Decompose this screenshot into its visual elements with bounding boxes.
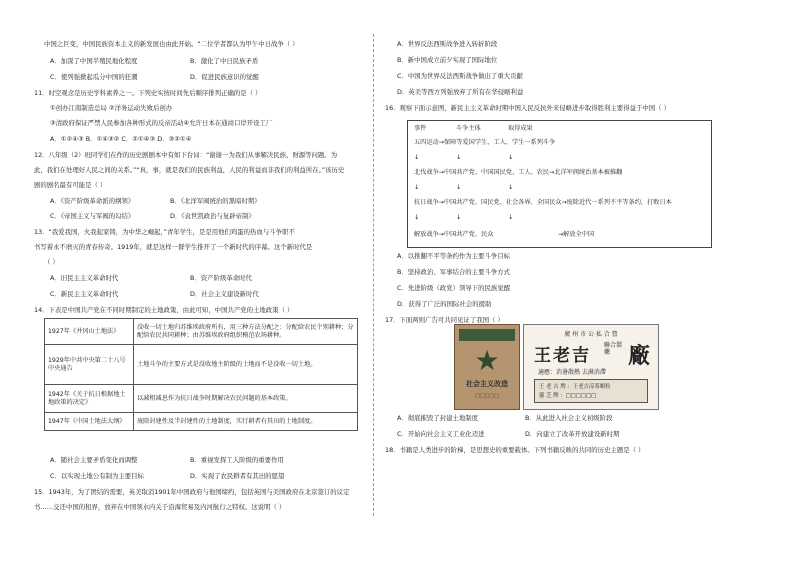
flow-header-event: 事件 <box>414 125 427 132</box>
q10-option-a: A．加深了中国半殖民地化程度 <box>50 57 138 65</box>
q11-items-1: ①创办江南制造总局 ②洋务运动失败后创办 <box>50 104 173 112</box>
q12-option-d: D．《袁世凯政治与复辟帝制》 <box>170 212 255 220</box>
q15-option-c: C．中国为世界反法西斯战争做出了重大贡献 <box>397 72 523 80</box>
poster-product-1: 王 老 吉 牌 ：王老吉涼茶顆粒 <box>539 384 611 390</box>
advertisement-poster-1 <box>454 324 520 410</box>
q13-option-d: D．社会主义建设新时代 <box>190 290 259 298</box>
poster-header: 廣 州 市 公 私 合 營 <box>564 331 618 338</box>
poster-product-2: 靈 芝 牌 ：□□□□□□ <box>539 393 597 399</box>
q14-option-b: B．重视发挥工人阶级的重要作用 <box>190 456 284 464</box>
table-cell-doc: 1942年《关于抗日根据地土地政策的决定》 <box>45 385 134 413</box>
table-cell-doc: 1927年《井冈山土地法》 <box>45 319 134 345</box>
flow-arrow: ↓ <box>414 154 420 161</box>
q17-stem: 17．下面两则广告可共同见证了我国（ ） <box>385 316 504 324</box>
q14-land-policy-table <box>44 318 358 431</box>
table-cell-policy: 废除封建性及半封建性的土地制度，实行耕者有其田的土地制度。 <box>134 413 358 431</box>
q16-stem: 16．观察下面示意图，新民主主义革命时期中国人民反抗外来侵略进步取得胜利主要得益于中国（ ） <box>385 104 670 112</box>
q15-option-a: A．世界反法西斯战争进入转折阶段 <box>397 40 498 48</box>
poster-title: 社会主义改造 <box>466 380 508 388</box>
q13-option-c: C．新民主主义革命时代 <box>50 290 119 298</box>
flow-arrow: ↓ <box>414 184 420 191</box>
q16-flow-diagram <box>407 120 712 248</box>
q10-option-b: B．激化了中日民族矛盾 <box>190 57 259 65</box>
q15-stem-2: 书……交还中国的租界，放弃在中国领水内关于沿海贸易及内河航行之特权。这说明（ ） <box>34 503 286 511</box>
table-row <box>45 385 358 413</box>
flow-arrow: ↓ <box>508 154 514 161</box>
q14-option-d: D．实现了农民耕者有其田的愿望 <box>190 472 285 480</box>
poster-brand-middle: 聯合製藥 <box>604 342 623 356</box>
table-cell-doc: 1947年《中国土地法大纲》 <box>45 413 134 431</box>
q16-option-d: D．获得了广泛的国际社会的援助 <box>397 300 492 308</box>
poster-brand: 王老吉 <box>534 346 591 366</box>
poster-band <box>459 329 515 341</box>
q13-stem-1: 13．“我爱我国，火我起家铸，为中华之崛起，”青年学生，是是用他们鸡蛋的热血与斗争职不 <box>34 228 295 236</box>
column-divider <box>373 34 374 516</box>
q15-stem-1: 15．1943年，为了团结的需要，英美取消1901年中国政府与他国缔约，包括英国与美国政府在北京签订的议定 <box>34 488 350 496</box>
table-cell-doc: 1929年中共中央第二十八号中央通告 <box>45 345 134 385</box>
q16-option-a: A．以推翻不平等条约作为主要斗争目标 <box>397 252 511 260</box>
table-row <box>45 345 358 385</box>
flow-row-northern-expedition: 北伐战争→中国共产党、中国国民党、工人、农民→北洋军阀统治基本被推翻 <box>414 169 623 176</box>
flow-row-anti-japanese-war: 抗日战争→中国共产党、国民党、社会各界、全国民众→废除近代一系列不平等条约，打败日本 <box>414 199 672 206</box>
q12-option-b: B．《北洋军阀统治的黑暗时期》 <box>170 197 261 205</box>
table-cell-policy: 以减租减息作为抗日战争时期解决农民问题的基本政策。 <box>134 385 358 413</box>
q16-option-b: B．坚持政治、军事结合的主要斗争方式 <box>397 268 511 276</box>
q14-stem: 14．下表是中国共产党在不同时期制定的土地政策，由此可知，中国共产党的土地政策（ ） <box>34 306 294 314</box>
q14-option-c: C．以实现土地公有制为主要目标 <box>50 472 144 480</box>
poster-brand-factory: 廠 <box>628 343 651 369</box>
q12-stem-2: 此，我们在处理好人民之间的关系。”“真，事，就是我们的民族利益，人民的利益而非我们的利益所在。”该历史 <box>34 166 345 174</box>
q15-option-b: B．新中国成立前夕实现了国际地位 <box>397 56 498 64</box>
flow-arrow: ↓ <box>414 214 420 221</box>
q13-stem-2: 书写着永不磨灭的青春传奇。1919年，就是这样一群学生推开了一个新时代的序幕。这个新时代是 <box>34 243 313 251</box>
q10-option-c: C．使列强掀起瓜分中国的狂潮 <box>50 73 138 81</box>
q17-option-d: D．向建立了改革开放建设新时期 <box>525 430 620 438</box>
flow-header-subject: 斗争主体 <box>456 125 481 132</box>
flow-arrow: ↓ <box>456 214 462 221</box>
star-icon: ★ <box>474 344 500 377</box>
table-row <box>45 319 358 345</box>
q12-option-c: C．《帝国主义与军阀的勾结》 <box>50 212 135 220</box>
advertisement-poster-2 <box>523 324 659 410</box>
flow-arrow: ↓ <box>508 214 514 221</box>
q18-stem: 18．书籍是人类进步的阶梯，是思想史的重要载体。下列书籍反映的共同的历史主题是（ ） <box>385 446 645 454</box>
q17-option-a: A．彻底摧毁了封建土地制度 <box>397 414 479 422</box>
q13-option-a: A．旧民主主义革命时代 <box>50 274 119 282</box>
q14-option-a: A．随社会主要矛盾变化而调整 <box>50 456 138 464</box>
table-cell-policy: 没收一切土地归苏维埃政府所有，用三种方法分配之：分配给农民个别耕种；分配给农民共同耕种；由苏维埃政府组织模范农场耕种。 <box>134 319 358 345</box>
right-column <box>377 0 794 562</box>
q16-option-c: C．先进阶级（政党）领导下的民族觉醒 <box>397 284 511 292</box>
table-row <box>45 413 358 431</box>
poster-indication: 適應：消暑散熱 去濕消滯 <box>538 369 606 376</box>
q12-stem-3: 剧的剧名最有可能是（ ） <box>34 181 107 189</box>
q15-option-d: D．英美等西方列强放弃了所有在华侵略利益 <box>397 88 524 96</box>
poster-subtitle: □□□□□ <box>475 393 499 399</box>
q13-option-b: B．资产阶级革命时代 <box>190 274 252 282</box>
q10-stem-end: 中国之巨变，中国民族资本主义的新发展也由此开始。“二位学者都认为甲午中日战争（ ） <box>44 40 299 48</box>
q11-items-2: ③清政府保证严禁人民参加各种形式的反帝活动④允许日本在通商口岸开设工厂 <box>50 119 273 127</box>
flow-header-result: 取得成果 <box>508 125 533 132</box>
q11-options: A．①②④③ B．①④③② C．②①④③ D．③②①④ <box>50 135 192 143</box>
q17-option-c: C．开始向社会主义工业化迈进 <box>397 430 485 438</box>
flow-row-may-fourth: 五四运动→保障等爱国学生、工人、学生一系列斗争 <box>414 139 556 146</box>
q12-stem-1: 12．八年级（2）班同学们在作的历史剧剧本中有如下台词：“谢谢一为我们从事解决民族、财源等问题。为 <box>34 151 338 159</box>
flow-arrow: ↓ <box>456 154 462 161</box>
flow-arrow: ↓ <box>456 184 462 191</box>
flow-row-liberation-result: →解放全中国 <box>558 231 595 238</box>
poster-product-box <box>534 379 648 403</box>
table-cell-policy: 土地斗争的主要方式是没收地主阶级的土地而不是没收一切土地。 <box>134 345 358 385</box>
q12-option-a: A．《资产阶级革命派的纲领》 <box>50 197 135 205</box>
flow-row-liberation-war: 解放战争→中国共产党、民众 <box>414 231 494 238</box>
flow-arrow: ↓ <box>508 184 514 191</box>
q10-option-d: D．促进民族意识的觉醒 <box>190 73 259 81</box>
left-column <box>0 0 372 562</box>
q11-stem: 11．时空观念是历史学科素养之一。下列史实按时间先后顺序排列正确的是（ ） <box>34 89 262 97</box>
q17-option-b: B．从此进入社会主义初级阶段 <box>525 414 613 422</box>
q13-stem-3: （ ） <box>44 258 59 266</box>
